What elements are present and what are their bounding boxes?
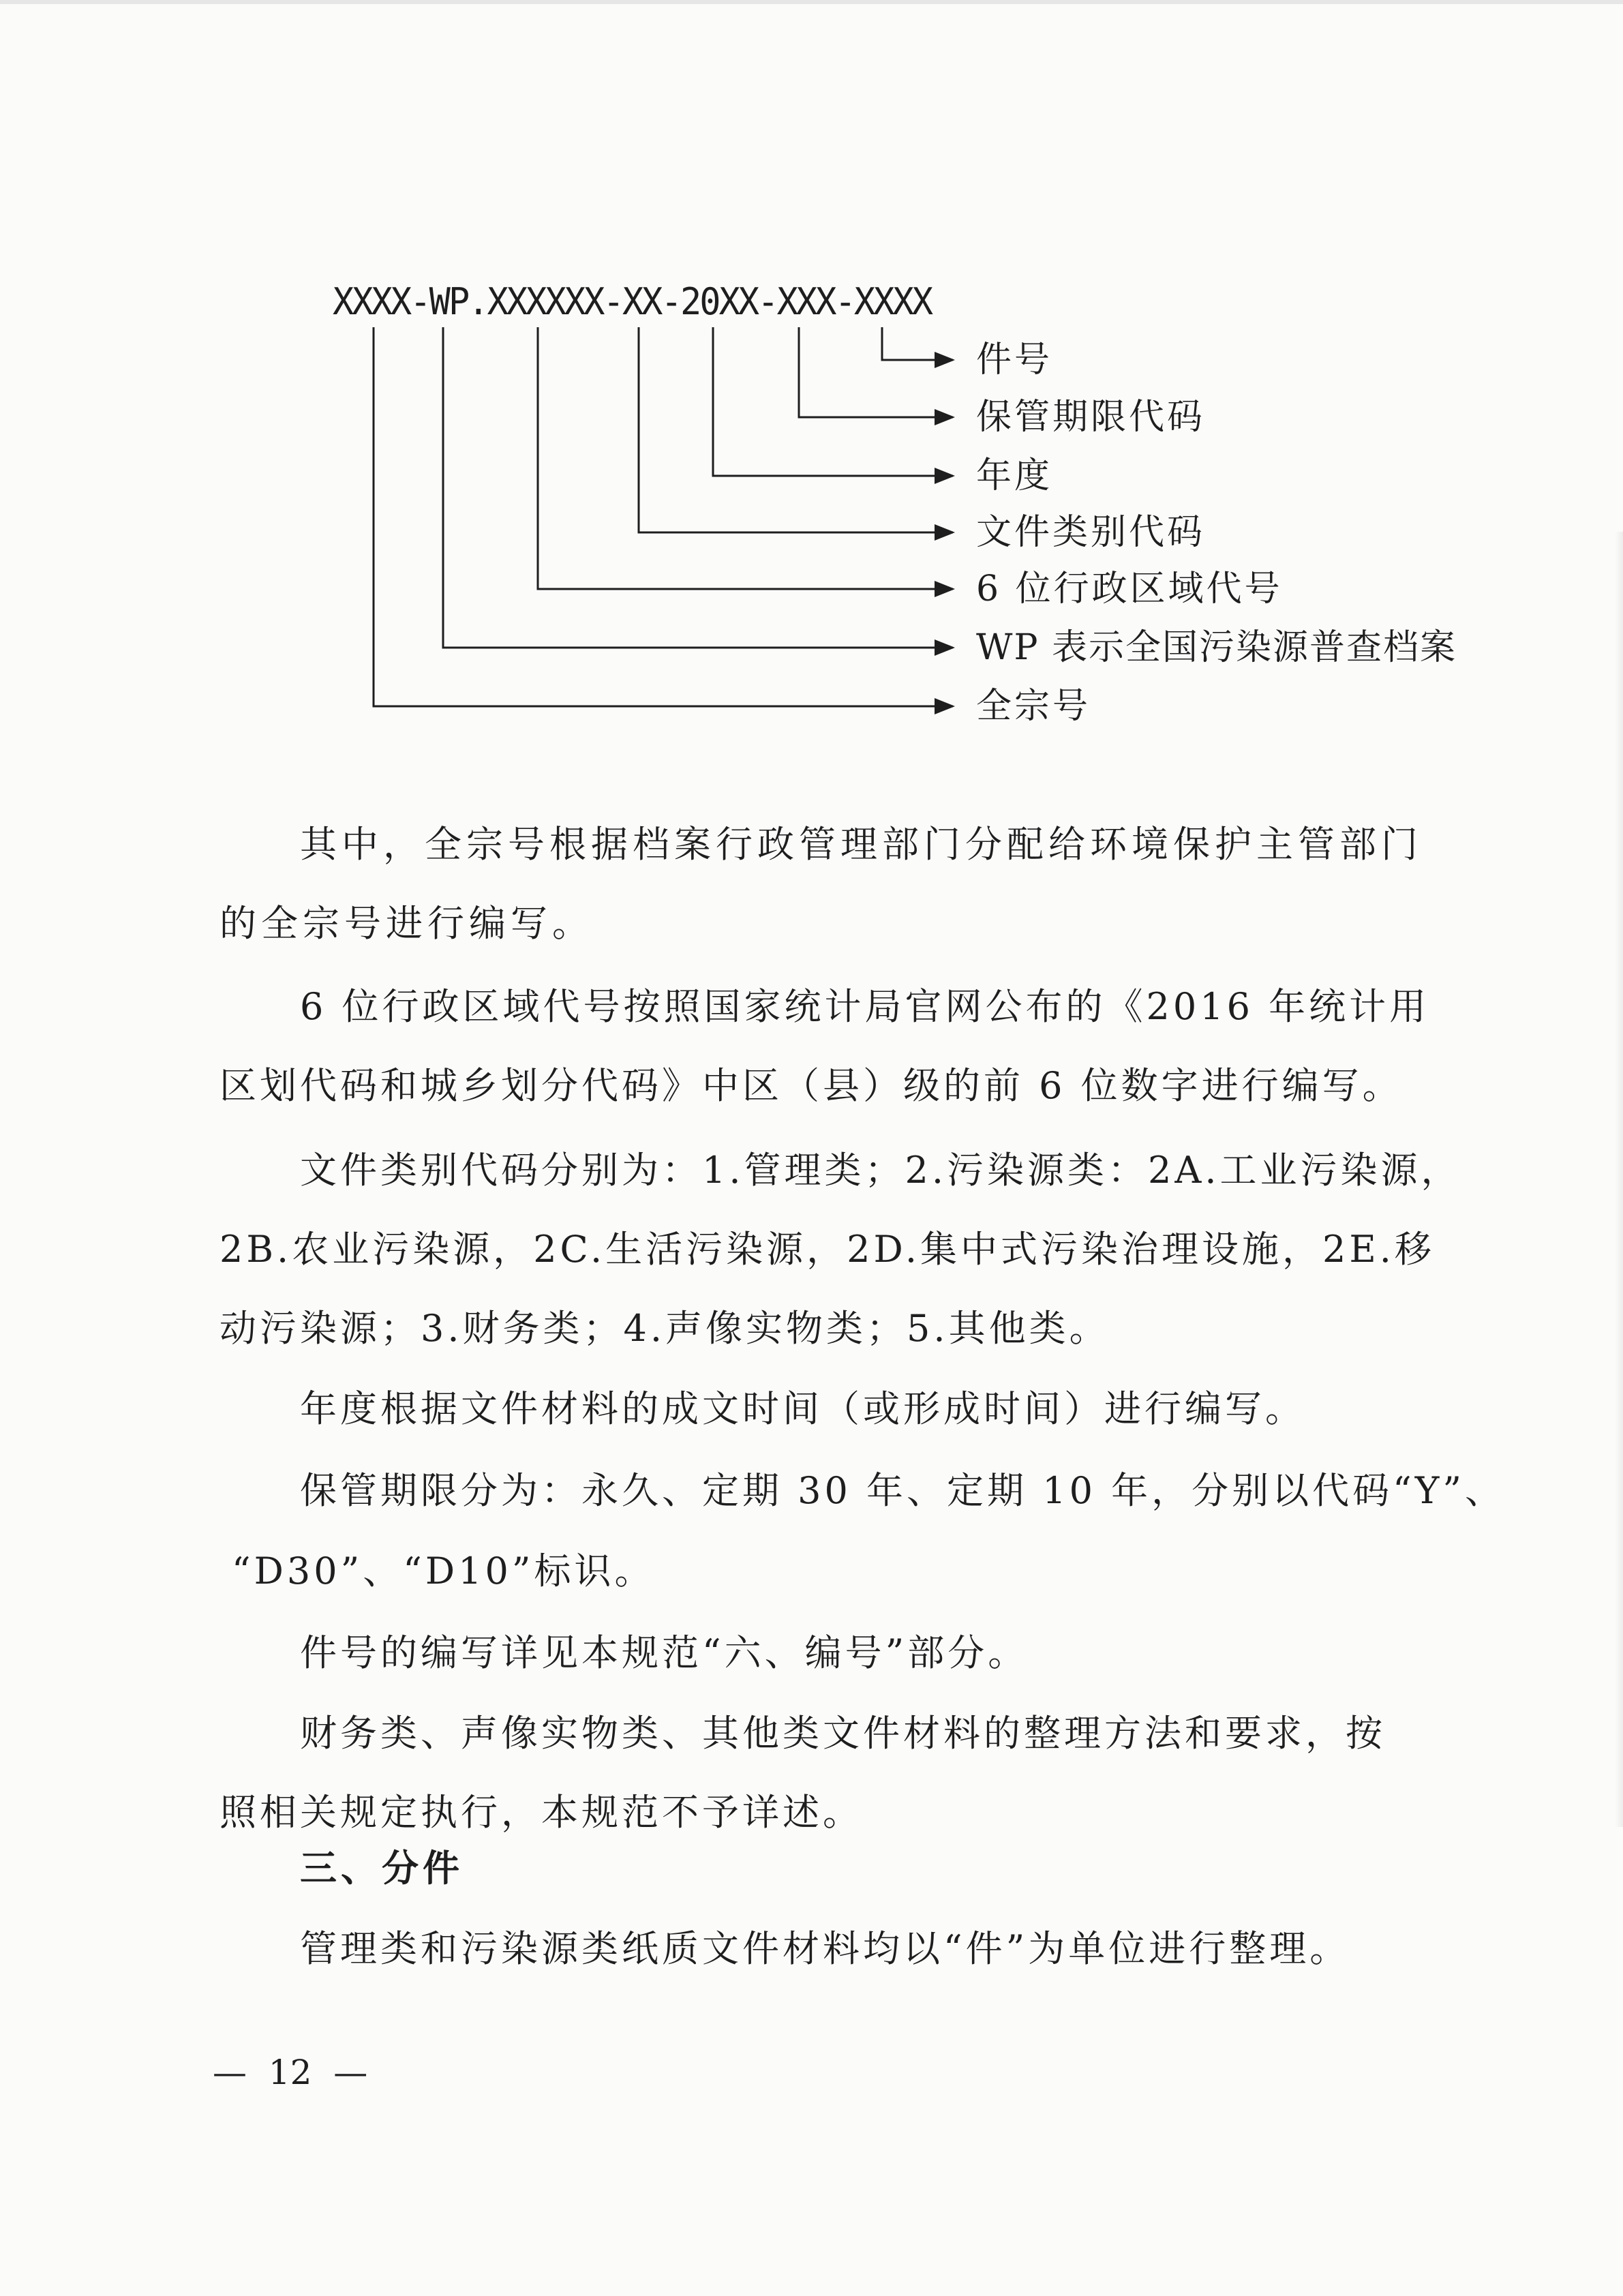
diagram-label-year: 年度	[976, 455, 1053, 496]
section-heading: 三、分件	[300, 1847, 464, 1890]
diagram-label-item-number: 件号	[976, 339, 1053, 380]
paragraph-category-line-1: 文件类别代码分别为：1.管理类；2.污染源类：2A.工业污染源，	[300, 1149, 1461, 1192]
paragraph-fonds-line-1: 其中，全宗号根据档案行政管理部门分配给环境保护主管部门	[300, 823, 1423, 866]
connector-category-code	[639, 327, 953, 532]
archive-code-string: XXXX-WP.XXXXXX-XX-20XX-XXX-XXXX	[333, 280, 932, 323]
paragraph-year: 年度根据文件材料的成文时间（或形成时间）进行编写。	[300, 1387, 1305, 1430]
paragraph-item-number: 件号的编写详见本规范“六、编号”部分。	[300, 1631, 1029, 1674]
paragraph-other-types-line-1: 财务类、声像实物类、其他类文件材料的整理方法和要求，按	[300, 1712, 1386, 1755]
diagram-label-region-code: 6 位行政区域代号	[976, 569, 1283, 609]
diagram-label-wp: WP 表示全国污染源普查档案	[976, 627, 1457, 668]
connector-fonds-number	[374, 327, 953, 706]
archive-code-diagram	[0, 0, 1623, 750]
paragraph-grouping: 管理类和污染源类纸质文件材料均以“件”为单位进行整理。	[300, 1927, 1350, 1970]
paragraph-region-line-2: 区划代码和城乡划分代码》中区（县）级的前 6 位数字进行编写。	[219, 1064, 1403, 1107]
connector-year	[713, 327, 953, 476]
connector-region-code	[538, 327, 953, 589]
paragraph-retention-line-1: 保管期限分为：永久、定期 30 年、定期 10 年，分别以代码“Y”、	[300, 1469, 1505, 1512]
connector-item-number	[882, 327, 953, 360]
paragraph-region-line-1: 6 位行政区域代号按照国家统计局官网公布的《2016 年统计用	[300, 985, 1430, 1028]
page-number: — 12 —	[213, 2053, 368, 2092]
connector-retention-code	[799, 327, 953, 417]
paragraph-category-line-2: 2B.农业污染源，2C.生活污染源，2D.集中式污染治理设施，2E.移	[219, 1228, 1435, 1271]
paragraph-category-line-3: 动污染源；3.财务类；4.声像实物类；5.其他类。	[219, 1307, 1110, 1350]
connector-wp	[443, 327, 953, 648]
paragraph-retention-line-2: “D30”、“D10”标识。	[232, 1550, 655, 1592]
diagram-label-category-code: 文件类别代码	[976, 512, 1206, 553]
diagram-label-fonds-number: 全宗号	[976, 686, 1091, 727]
paragraph-fonds-line-2: 的全宗号进行编写。	[219, 902, 594, 945]
paragraph-other-types-line-2: 照相关规定执行，本规范不予详述。	[219, 1791, 863, 1834]
diagram-label-retention-code: 保管期限代码	[976, 397, 1206, 438]
